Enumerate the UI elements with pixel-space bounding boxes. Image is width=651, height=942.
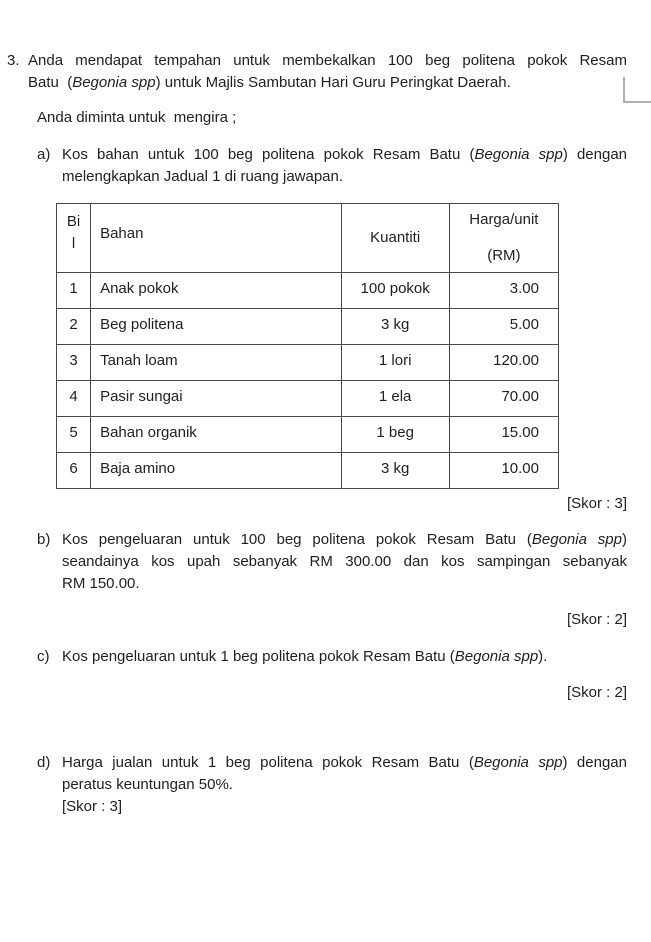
item-c-label: c): [37, 648, 50, 665]
skor-badge-a: [Skor : 3]: [566, 495, 627, 512]
corner-mark: [623, 77, 651, 103]
table-row: [57, 273, 559, 309]
question-intro: [28, 50, 627, 94]
question-number: 3.: [7, 52, 20, 69]
cell-kuantiti: 1 ela: [341, 381, 449, 417]
header-kuantiti: Kuantiti: [341, 204, 449, 273]
cell-bahan: Baja amino: [91, 453, 341, 489]
header-harga-unit: [449, 204, 558, 273]
cell-bahan: Beg politena: [91, 309, 341, 345]
item-c: [37, 646, 627, 668]
header-harga-line-2: (RM): [487, 247, 521, 264]
item-c-text: [62, 646, 627, 668]
cell-bahan: Tanah loam: [91, 345, 341, 381]
item-b: [37, 529, 627, 595]
item-b-label: b): [37, 531, 51, 548]
item-b-line-3: RM 150.00.: [62, 575, 140, 592]
cell-kuantiti: 1 lori: [341, 345, 449, 381]
question-intro-line-2: Batu (Begonia spp) untuk Majlis Sambutan Hari Guru Peringkat Daerah.: [28, 74, 511, 91]
cell-kuantiti: 100 pokok: [341, 273, 449, 309]
header-bahan: Bahan: [91, 204, 341, 273]
table-row: [57, 453, 559, 489]
question-3: [7, 50, 627, 94]
item-d-text: [62, 752, 627, 818]
item-b-line-2: seandainya kos upah sebanyak RM 300.00 dan kos sampingan sebanyak: [62, 553, 627, 570]
cell-bahan: Pasir sungai: [91, 381, 341, 417]
cell-harga: 10.00: [449, 453, 558, 489]
item-a-label: a): [37, 146, 51, 163]
item-a-line-1: Kos bahan untuk 100 beg politena pokok Resam Batu (Begonia spp) dengan: [62, 146, 628, 163]
item-c-line-1: Kos pengeluaran untuk 1 beg politena pokok Resam Batu (Begonia spp).: [62, 648, 548, 665]
document-page: [0, 50, 651, 942]
instruction-text: Anda diminta untuk mengira ;: [37, 109, 237, 126]
cell-kuantiti: 3 kg: [341, 453, 449, 489]
table-row: [57, 309, 559, 345]
item-b-text: [62, 529, 627, 595]
item-d-label: d): [37, 754, 51, 771]
table-row: [57, 381, 559, 417]
table-header-row: [57, 204, 559, 273]
table-row: [57, 345, 559, 381]
cell-bahan: Bahan organik: [91, 417, 341, 453]
cell-bil: 6: [57, 453, 91, 489]
cell-harga: 70.00: [449, 381, 558, 417]
skor-badge-c: [Skor : 2]: [566, 684, 627, 701]
item-b-line-1: Kos pengeluaran untuk 100 beg politena pokok Resam Batu (Begonia spp): [62, 531, 627, 548]
item-d-line-1: Harga jualan untuk 1 beg politena pokok Resam Batu (Begonia spp) dengan: [62, 754, 627, 771]
item-a-line-2: melengkapkan Jadual 1 di ruang jawapan.: [62, 168, 344, 185]
item-d: [37, 752, 627, 818]
cell-bil: 3: [57, 345, 91, 381]
jadual-1-table: [56, 203, 559, 489]
cell-bahan: Anak pokok: [91, 273, 341, 309]
cell-kuantiti: 1 beg: [341, 417, 449, 453]
question-intro-line-1: Anda mendapat tempahan untuk membekalkan 100 beg politena pokok Resam: [28, 52, 627, 69]
table-row: [57, 417, 559, 453]
item-a: [37, 144, 627, 188]
item-d-line-2: peratus keuntungan 50%.: [62, 776, 233, 793]
cell-harga: 120.00: [449, 345, 558, 381]
item-a-text: [62, 144, 627, 188]
cell-bil: 2: [57, 309, 91, 345]
cell-bil: 4: [57, 381, 91, 417]
cell-kuantiti: 3 kg: [341, 309, 449, 345]
cell-harga: 5.00: [449, 309, 558, 345]
header-harga-line-1: Harga/unit: [469, 211, 539, 228]
header-bil: Bil: [57, 204, 91, 273]
cell-bil: 1: [57, 273, 91, 309]
cell-harga: 3.00: [449, 273, 558, 309]
skor-badge-d: [Skor : 3]: [62, 798, 123, 815]
skor-badge-b: [Skor : 2]: [566, 611, 627, 628]
cell-bil: 5: [57, 417, 91, 453]
cell-harga: 15.00: [449, 417, 558, 453]
